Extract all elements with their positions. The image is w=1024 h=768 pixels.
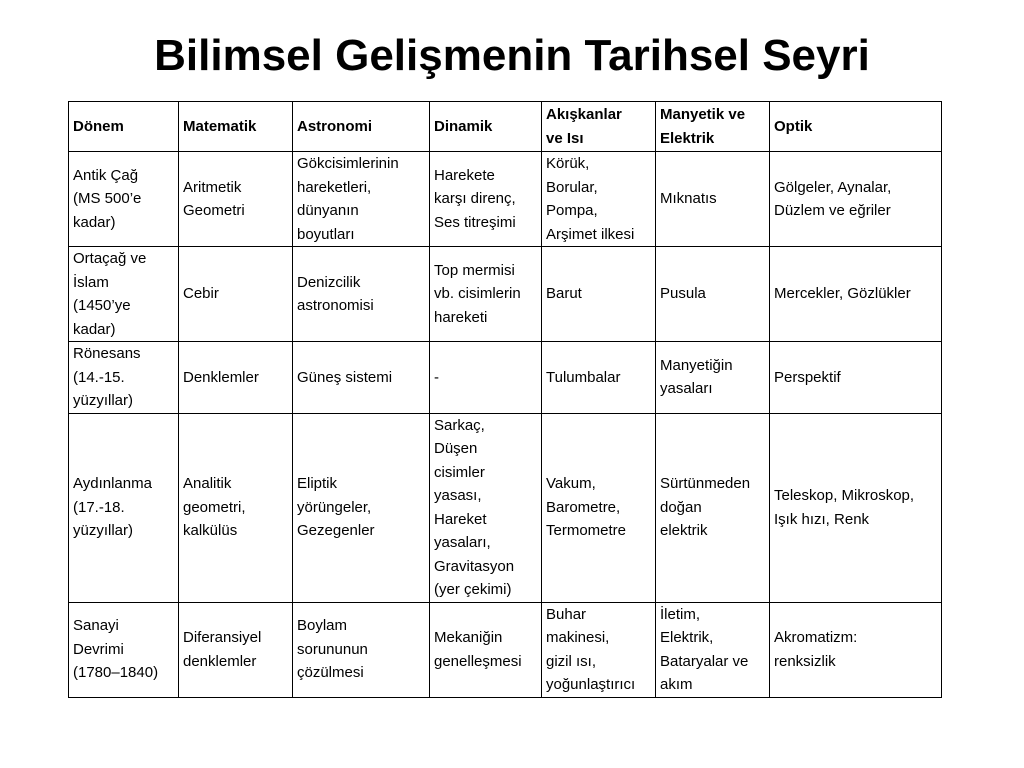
table-cell: Buhar makinesi, gizil ısı, yoğunlaştırıcı xyxy=(542,602,656,697)
table-cell: Güneş sistemi xyxy=(293,342,430,414)
table-cell: Diferansiyel denklemler xyxy=(179,602,293,697)
table-row xyxy=(69,152,942,247)
table-cell: - xyxy=(430,342,542,414)
table-cell: Mıknatıs xyxy=(656,152,770,247)
table-row xyxy=(69,342,942,414)
table-cell: Vakum, Barometre, Termometre xyxy=(542,413,656,602)
table-cell: Cebir xyxy=(179,247,293,342)
table-cell: Analitik geometri, kalkülüs xyxy=(179,413,293,602)
header-optik: Optik xyxy=(770,102,942,152)
table-cell: Sanayi Devrimi (1780–1840) xyxy=(69,602,179,697)
table-row xyxy=(69,247,942,342)
header-akiskanlar-ve-isi: Akışkanlar ve Isı xyxy=(542,102,656,152)
table-cell: Boylam sorununun çözülmesi xyxy=(293,602,430,697)
table-cell: Rönesans (14.-15. yüzyıllar) xyxy=(69,342,179,414)
table-header-row xyxy=(69,102,942,152)
page-title: Bilimsel Gelişmenin Tarihsel Seyri xyxy=(154,31,870,80)
table-cell: Sarkaç, Düşen cisimler yasası, Hareket yasaları, Gravitasyon (yer çekimi) xyxy=(430,413,542,602)
table-cell: Aydınlanma (17.-18. yüzyıllar) xyxy=(69,413,179,602)
table-cell: Manyetiğin yasaları xyxy=(656,342,770,414)
table-cell: Pusula xyxy=(656,247,770,342)
table-cell: Aritmetik Geometri xyxy=(179,152,293,247)
table-cell: Ortaçağ ve İslam (1450’ye kadar) xyxy=(69,247,179,342)
table-cell: Top mermisi vb. cisimlerin hareketi xyxy=(430,247,542,342)
header-dinamik: Dinamik xyxy=(430,102,542,152)
header-matematik: Matematik xyxy=(179,102,293,152)
table-cell: Tulumbalar xyxy=(542,342,656,414)
header-donem: Dönem xyxy=(69,102,179,152)
header-manyetik-ve-elektrik: Manyetik ve Elektrik xyxy=(656,102,770,152)
table-cell: Barut xyxy=(542,247,656,342)
table-row xyxy=(69,413,942,602)
table-cell: Perspektif xyxy=(770,342,942,414)
table-cell: Teleskop, Mikroskop, Işık hızı, Renk xyxy=(770,413,942,602)
table-cell: İletim, Elektrik, Bataryalar ve akım xyxy=(656,602,770,697)
table-row xyxy=(69,602,942,697)
table-cell: Gölgeler, Aynalar, Düzlem ve eğriler xyxy=(770,152,942,247)
table-cell: Sürtünmeden doğan elektrik xyxy=(656,413,770,602)
header-astronomi: Astronomi xyxy=(293,102,430,152)
table-cell: Mercekler, Gözlükler xyxy=(770,247,942,342)
table-cell: Harekete karşı direnç, Ses titreşimi xyxy=(430,152,542,247)
science-history-table xyxy=(68,101,942,698)
table-cell: Denizcilik astronomisi xyxy=(293,247,430,342)
table-cell: Körük, Borular, Pompa, Arşimet ilkesi xyxy=(542,152,656,247)
table-cell: Eliptik yörüngeler, Gezegenler xyxy=(293,413,430,602)
table-cell: Antik Çağ (MS 500’e kadar) xyxy=(69,152,179,247)
table-cell: Akromatizm: renksizlik xyxy=(770,602,942,697)
table-cell: Denklemler xyxy=(179,342,293,414)
table-cell: Mekaniğin genelleşmesi xyxy=(430,602,542,697)
table-cell: Gökcisimlerinin hareketleri, dünyanın boyutları xyxy=(293,152,430,247)
